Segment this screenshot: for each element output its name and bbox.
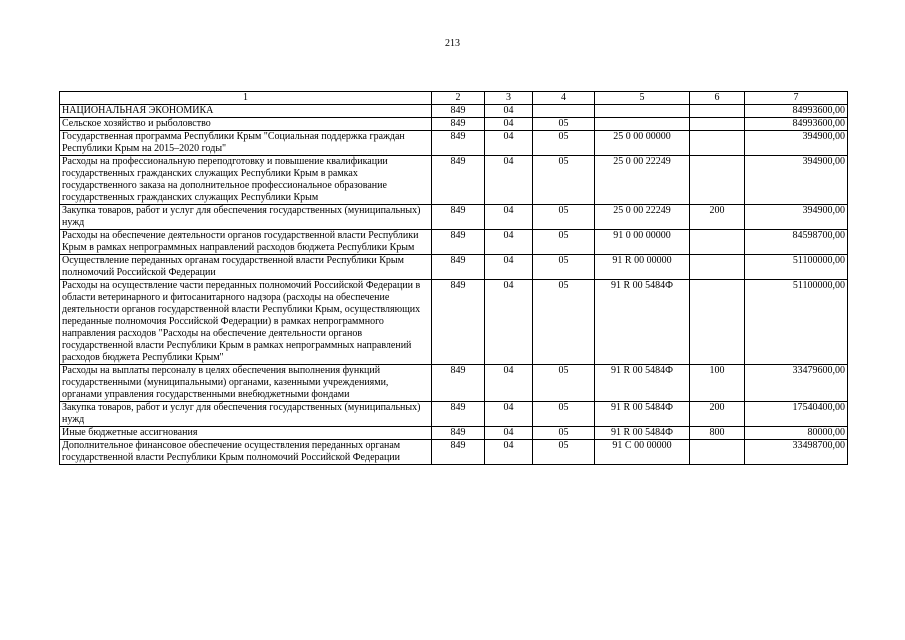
cell-name: Дополнительное финансовое обеспечение осуществления переданных органам государственной власти Республики Крым полномочий Российской Федерации <box>60 440 432 465</box>
cell-c3: 04 <box>485 440 533 465</box>
cell-sum: 51100000,00 <box>745 280 848 365</box>
cell-c4: 05 <box>533 230 595 255</box>
cell-c4: 05 <box>533 365 595 402</box>
cell-c2: 849 <box>432 365 485 402</box>
cell-c4: 05 <box>533 280 595 365</box>
cell-name: Расходы на осуществление части переданных полномочий Российской Федерации в области ветеринарного и фитосанитарного надзора (расходы на обеспечение деятельности органов государственной власти Республики Крым, осуществляющих переданные полномочия Российской Федерации) в рамках непрограммного направления расходов "Расходы на обеспечение деятельности органов государственной власти Республики Крым в рамках непрограммных направлений расходов бюджета Республики Крым" <box>60 280 432 365</box>
header-row <box>60 92 848 105</box>
cell-c5: 91 R 00 00000 <box>595 255 690 280</box>
cell-c5: 25 0 00 22249 <box>595 156 690 205</box>
column-header: 7 <box>745 92 848 105</box>
page-number: 213 <box>445 38 460 49</box>
cell-c6 <box>690 105 745 118</box>
cell-c3: 04 <box>485 402 533 427</box>
cell-c2: 849 <box>432 427 485 440</box>
cell-name: Иные бюджетные ассигнования <box>60 427 432 440</box>
table-row <box>60 402 848 427</box>
cell-c2: 849 <box>432 156 485 205</box>
cell-c3: 04 <box>485 156 533 205</box>
cell-c3: 04 <box>485 131 533 156</box>
cell-c2: 849 <box>432 402 485 427</box>
column-header: 4 <box>533 92 595 105</box>
table-row <box>60 365 848 402</box>
cell-c3: 04 <box>485 255 533 280</box>
cell-name: Расходы на выплаты персоналу в целях обеспечения выполнения функций государственными (муниципальными) органами, казенными учреждениями, органами управления государственными внебюджетными фондами <box>60 365 432 402</box>
cell-c4: 05 <box>533 205 595 230</box>
column-header: 6 <box>690 92 745 105</box>
cell-sum: 84598700,00 <box>745 230 848 255</box>
cell-c6: 200 <box>690 205 745 230</box>
cell-c5: 91 0 00 00000 <box>595 230 690 255</box>
cell-c4: 05 <box>533 402 595 427</box>
cell-c2: 849 <box>432 105 485 118</box>
cell-c5: 91 R 00 5484Ф <box>595 427 690 440</box>
table-row <box>60 156 848 205</box>
cell-c5: 91 R 00 5484Ф <box>595 402 690 427</box>
column-header: 1 <box>60 92 432 105</box>
cell-name: Государственная программа Республики Крым "Социальная поддержка граждан Республики Крым на 2015–2020 годы" <box>60 131 432 156</box>
cell-sum: 84993600,00 <box>745 105 848 118</box>
cell-c6: 100 <box>690 365 745 402</box>
cell-sum: 394900,00 <box>745 156 848 205</box>
cell-c6 <box>690 440 745 465</box>
cell-c6: 200 <box>690 402 745 427</box>
cell-sum: 394900,00 <box>745 131 848 156</box>
table-row <box>60 205 848 230</box>
cell-c6 <box>690 131 745 156</box>
cell-c3: 04 <box>485 427 533 440</box>
cell-c6 <box>690 255 745 280</box>
cell-name: Закупка товаров, работ и услуг для обеспечения государственных (муниципальных) нужд <box>60 205 432 230</box>
column-header: 2 <box>432 92 485 105</box>
cell-c4: 05 <box>533 118 595 131</box>
cell-c3: 04 <box>485 118 533 131</box>
cell-c2: 849 <box>432 131 485 156</box>
cell-c6 <box>690 280 745 365</box>
cell-name: Расходы на обеспечение деятельности органов государственной власти Республики Крым в рамках непрограммных направлений расходов бюджета Республики Крым <box>60 230 432 255</box>
cell-c4 <box>533 105 595 118</box>
cell-c2: 849 <box>432 280 485 365</box>
cell-c3: 04 <box>485 280 533 365</box>
cell-c6 <box>690 118 745 131</box>
cell-sum: 17540400,00 <box>745 402 848 427</box>
cell-c5: 25 0 00 22249 <box>595 205 690 230</box>
cell-c4: 05 <box>533 131 595 156</box>
table-row <box>60 105 848 118</box>
cell-c4: 05 <box>533 156 595 205</box>
cell-c4: 05 <box>533 255 595 280</box>
cell-c2: 849 <box>432 440 485 465</box>
cell-c3: 04 <box>485 365 533 402</box>
cell-c6 <box>690 230 745 255</box>
cell-c2: 849 <box>432 255 485 280</box>
cell-sum: 394900,00 <box>745 205 848 230</box>
table-row <box>60 440 848 465</box>
table-row <box>60 118 848 131</box>
cell-name: Сельское хозяйство и рыболовство <box>60 118 432 131</box>
cell-c4: 05 <box>533 440 595 465</box>
cell-c5 <box>595 105 690 118</box>
column-header: 3 <box>485 92 533 105</box>
cell-sum: 33479600,00 <box>745 365 848 402</box>
cell-name: Осуществление переданных органам государственной власти Республики Крым полномочий Российской Федерации <box>60 255 432 280</box>
cell-c6 <box>690 156 745 205</box>
cell-c2: 849 <box>432 205 485 230</box>
cell-name: НАЦИОНАЛЬНАЯ ЭКОНОМИКА <box>60 105 432 118</box>
table-row <box>60 131 848 156</box>
cell-c2: 849 <box>432 230 485 255</box>
table-row <box>60 280 848 365</box>
cell-c3: 04 <box>485 205 533 230</box>
cell-name: Расходы на профессиональную переподготовку и повышение квалификации государственных гражданских служащих Республики Крым в рамках государственного заказа на дополнительное профессиональное образование государственных гражданских служащих Республики Крым <box>60 156 432 205</box>
table-row <box>60 230 848 255</box>
column-header: 5 <box>595 92 690 105</box>
cell-c3: 04 <box>485 230 533 255</box>
cell-c5: 25 0 00 00000 <box>595 131 690 156</box>
cell-sum: 80000,00 <box>745 427 848 440</box>
cell-c5: 91 R 00 5484Ф <box>595 365 690 402</box>
cell-name: Закупка товаров, работ и услуг для обеспечения государственных (муниципальных) нужд <box>60 402 432 427</box>
cell-c4: 05 <box>533 427 595 440</box>
cell-sum: 33498700,00 <box>745 440 848 465</box>
cell-sum: 84993600,00 <box>745 118 848 131</box>
table-row <box>60 427 848 440</box>
cell-c5 <box>595 118 690 131</box>
cell-sum: 51100000,00 <box>745 255 848 280</box>
cell-c2: 849 <box>432 118 485 131</box>
budget-table <box>59 91 848 465</box>
cell-c6: 800 <box>690 427 745 440</box>
table-row <box>60 255 848 280</box>
cell-c5: 91 R 00 5484Ф <box>595 280 690 365</box>
cell-c3: 04 <box>485 105 533 118</box>
cell-c5: 91 С 00 00000 <box>595 440 690 465</box>
